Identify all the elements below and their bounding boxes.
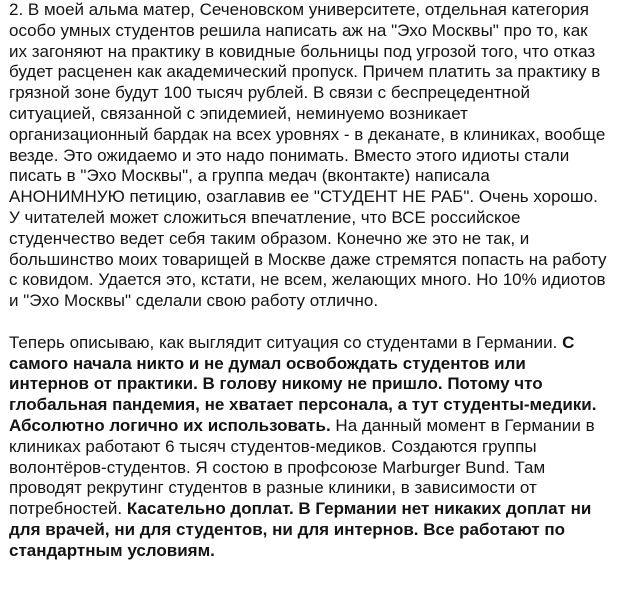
paragraph-sechenov: 2. В моей альма матер, Сеченовском университете, отдельная категория особо умных студентов решила написать аж на "Эхо Москвы" про то, как их загоняют на практику в ковидные больницы под угрозой того, что отказ будет расценен как академический пропуск. Причем платить за практику в грязной зоне будут 100 тысяч рублей. В связи с беспрецедентной ситуацией, связанной с эпидемией, неминуемо возникает организационный бардак на всех уровнях - в деканате, в клиниках, вообще везде. Это ожидаемо и это надо понимать. Вместо этого идиоты стали писать в "Эхо Москвы", а группа медач (вконтакте) написала АНОНИМНУЮ петицию, озаглавив ее "СТУДЕНТ НЕ РАБ". Очень хорошо. У читателей может сложиться впечатление, что ВСЕ российское студенчество ведет себя таким образом. Конечно же это не так, и большинство моих товарищей в Москве даже стремятся попасть на работу с ковидом. Удается это, кстати, не всем, желающих много. Но 10% идиотов и "Эхо Москвы" сделали свою работу отлично. — [9, 0, 607, 311]
germany-bold-payments: Касательно доплат. В Германии нет никаких доплат ни для врачей, ни для студентов, ни для интернов. Все работают по стандартным условиям. — [9, 499, 592, 560]
germany-bold-practice: С самого начала никто и не думал освобождать студентов или интернов от практики. В голову никому не пришло. Потому что глобальная пандемия, не хватает персонала, а тут студенты-медики. Абсолютно логично их использовать. — [9, 332, 597, 435]
paragraph-germany — [9, 333, 610, 562]
germany-details: На данный момент в Германии в клиниках работают 6 тысяч студентов-медиков. Создаются группы волонтёров-студентов. Я состою в профсоюзе Marburger Bund. Там проводят рекрутинг студентов в разные клиники, в зависимости от потребностей. — [9, 415, 595, 519]
germany-intro: Теперь описываю, как выглядит ситуация со студентами в Германии. — [9, 332, 563, 352]
